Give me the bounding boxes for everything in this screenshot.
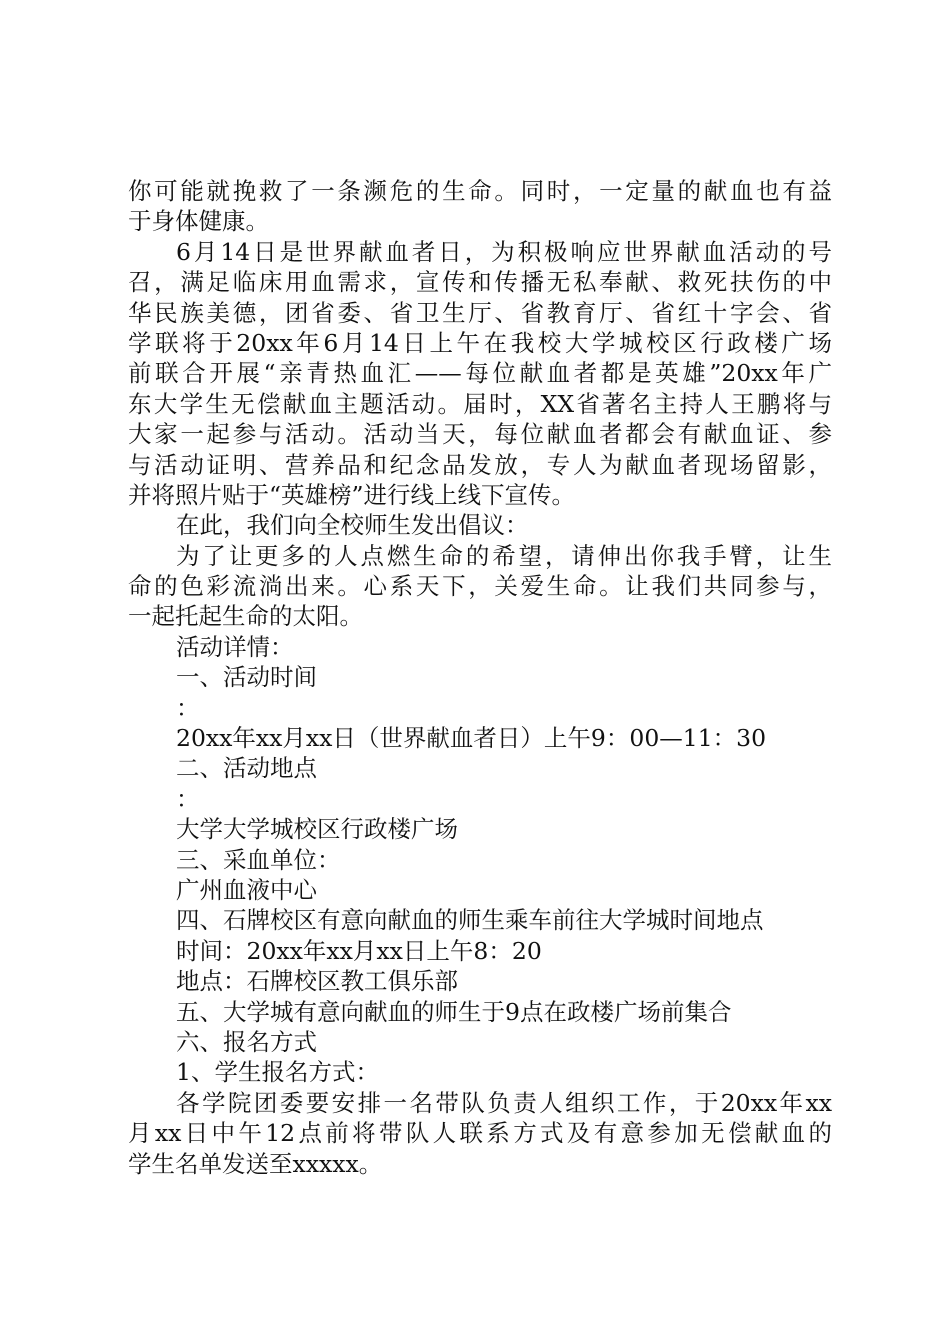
text-line: 20xx年xx月xx日（世界献血者日）上午9：00—11：30	[176, 724, 767, 753]
text-line: 月xx日中午12点前将带队人联系方式及有意参加无偿献血的	[128, 1119, 832, 1148]
text-line: 学生名单发送至xxxxx。	[128, 1149, 383, 1178]
text-line: 六、报名方式	[176, 1027, 317, 1056]
text-line: 大家一起参与活动。活动当天，每位献血者都会有献血证、参	[128, 420, 832, 449]
text-line: 地点：石牌校区教工俱乐部	[176, 967, 458, 996]
text-line: 命的色彩流淌出来。心系天下，关爱生命。让我们共同参与，	[128, 572, 832, 601]
text-line: 四、石牌校区有意向献血的师生乘车前往大学城时间地点	[176, 906, 764, 935]
text-line: 五、大学城有意向献血的师生于9点在政楼广场前集合	[176, 997, 732, 1026]
text-line: 大学大学城校区行政楼广场	[176, 815, 458, 844]
text-line: 各学院团委要安排一名带队负责人组织工作，于20xx年xx	[176, 1088, 832, 1117]
text-line: 一、活动时间	[176, 663, 317, 692]
text-line: ：	[176, 693, 200, 722]
text-line: 在此，我们向全校师生发出倡议：	[176, 511, 529, 540]
text-line: 前联合开展“亲青热血汇——每位献血者都是英雄”20xx年广	[128, 359, 832, 388]
text-line: 为了让更多的人点燃生命的希望，请伸出你我手臂，让生	[176, 541, 832, 570]
text-line: 时间：20xx年xx月xx日上午8：20	[176, 936, 542, 965]
text-line: 华民族美德，团省委、省卫生厅、省教育厅、省红十字会、省	[128, 298, 832, 327]
text-line: 学联将于20xx年6月14日上午在我校大学城校区行政楼广场	[128, 328, 832, 357]
text-line: 东大学生无偿献血主题活动。届时，XX省著名主持人王鹏将与	[128, 389, 832, 418]
text-line: 召，满足临床用血需求，宣传和传播无私奉献、救死扶伤的中	[128, 268, 832, 297]
document-body	[128, 176, 832, 1179]
text-line: 一起托起生命的太阳。	[128, 602, 363, 631]
text-line: 活动详情：	[176, 632, 294, 661]
text-line: 1、学生报名方式：	[176, 1058, 379, 1087]
text-line: ：	[176, 784, 200, 813]
text-line: 广州血液中心	[176, 875, 317, 904]
text-line: 与活动证明、营养品和纪念品发放，专人为献血者现场留影，	[128, 450, 832, 479]
text-line: 于身体健康。	[128, 207, 269, 236]
text-line: 6月14日是世界献血者日，为积极响应世界献血活动的号	[176, 237, 832, 266]
text-line: 你可能就挽救了一条濒危的生命。同时，一定量的献血也有益	[128, 177, 832, 205]
text-line: 三、采血单位：	[176, 845, 341, 874]
text-line: 二、活动地点	[176, 754, 317, 783]
text-line: 并将照片贴于“英雄榜”进行线上线下宣传。	[128, 480, 576, 509]
